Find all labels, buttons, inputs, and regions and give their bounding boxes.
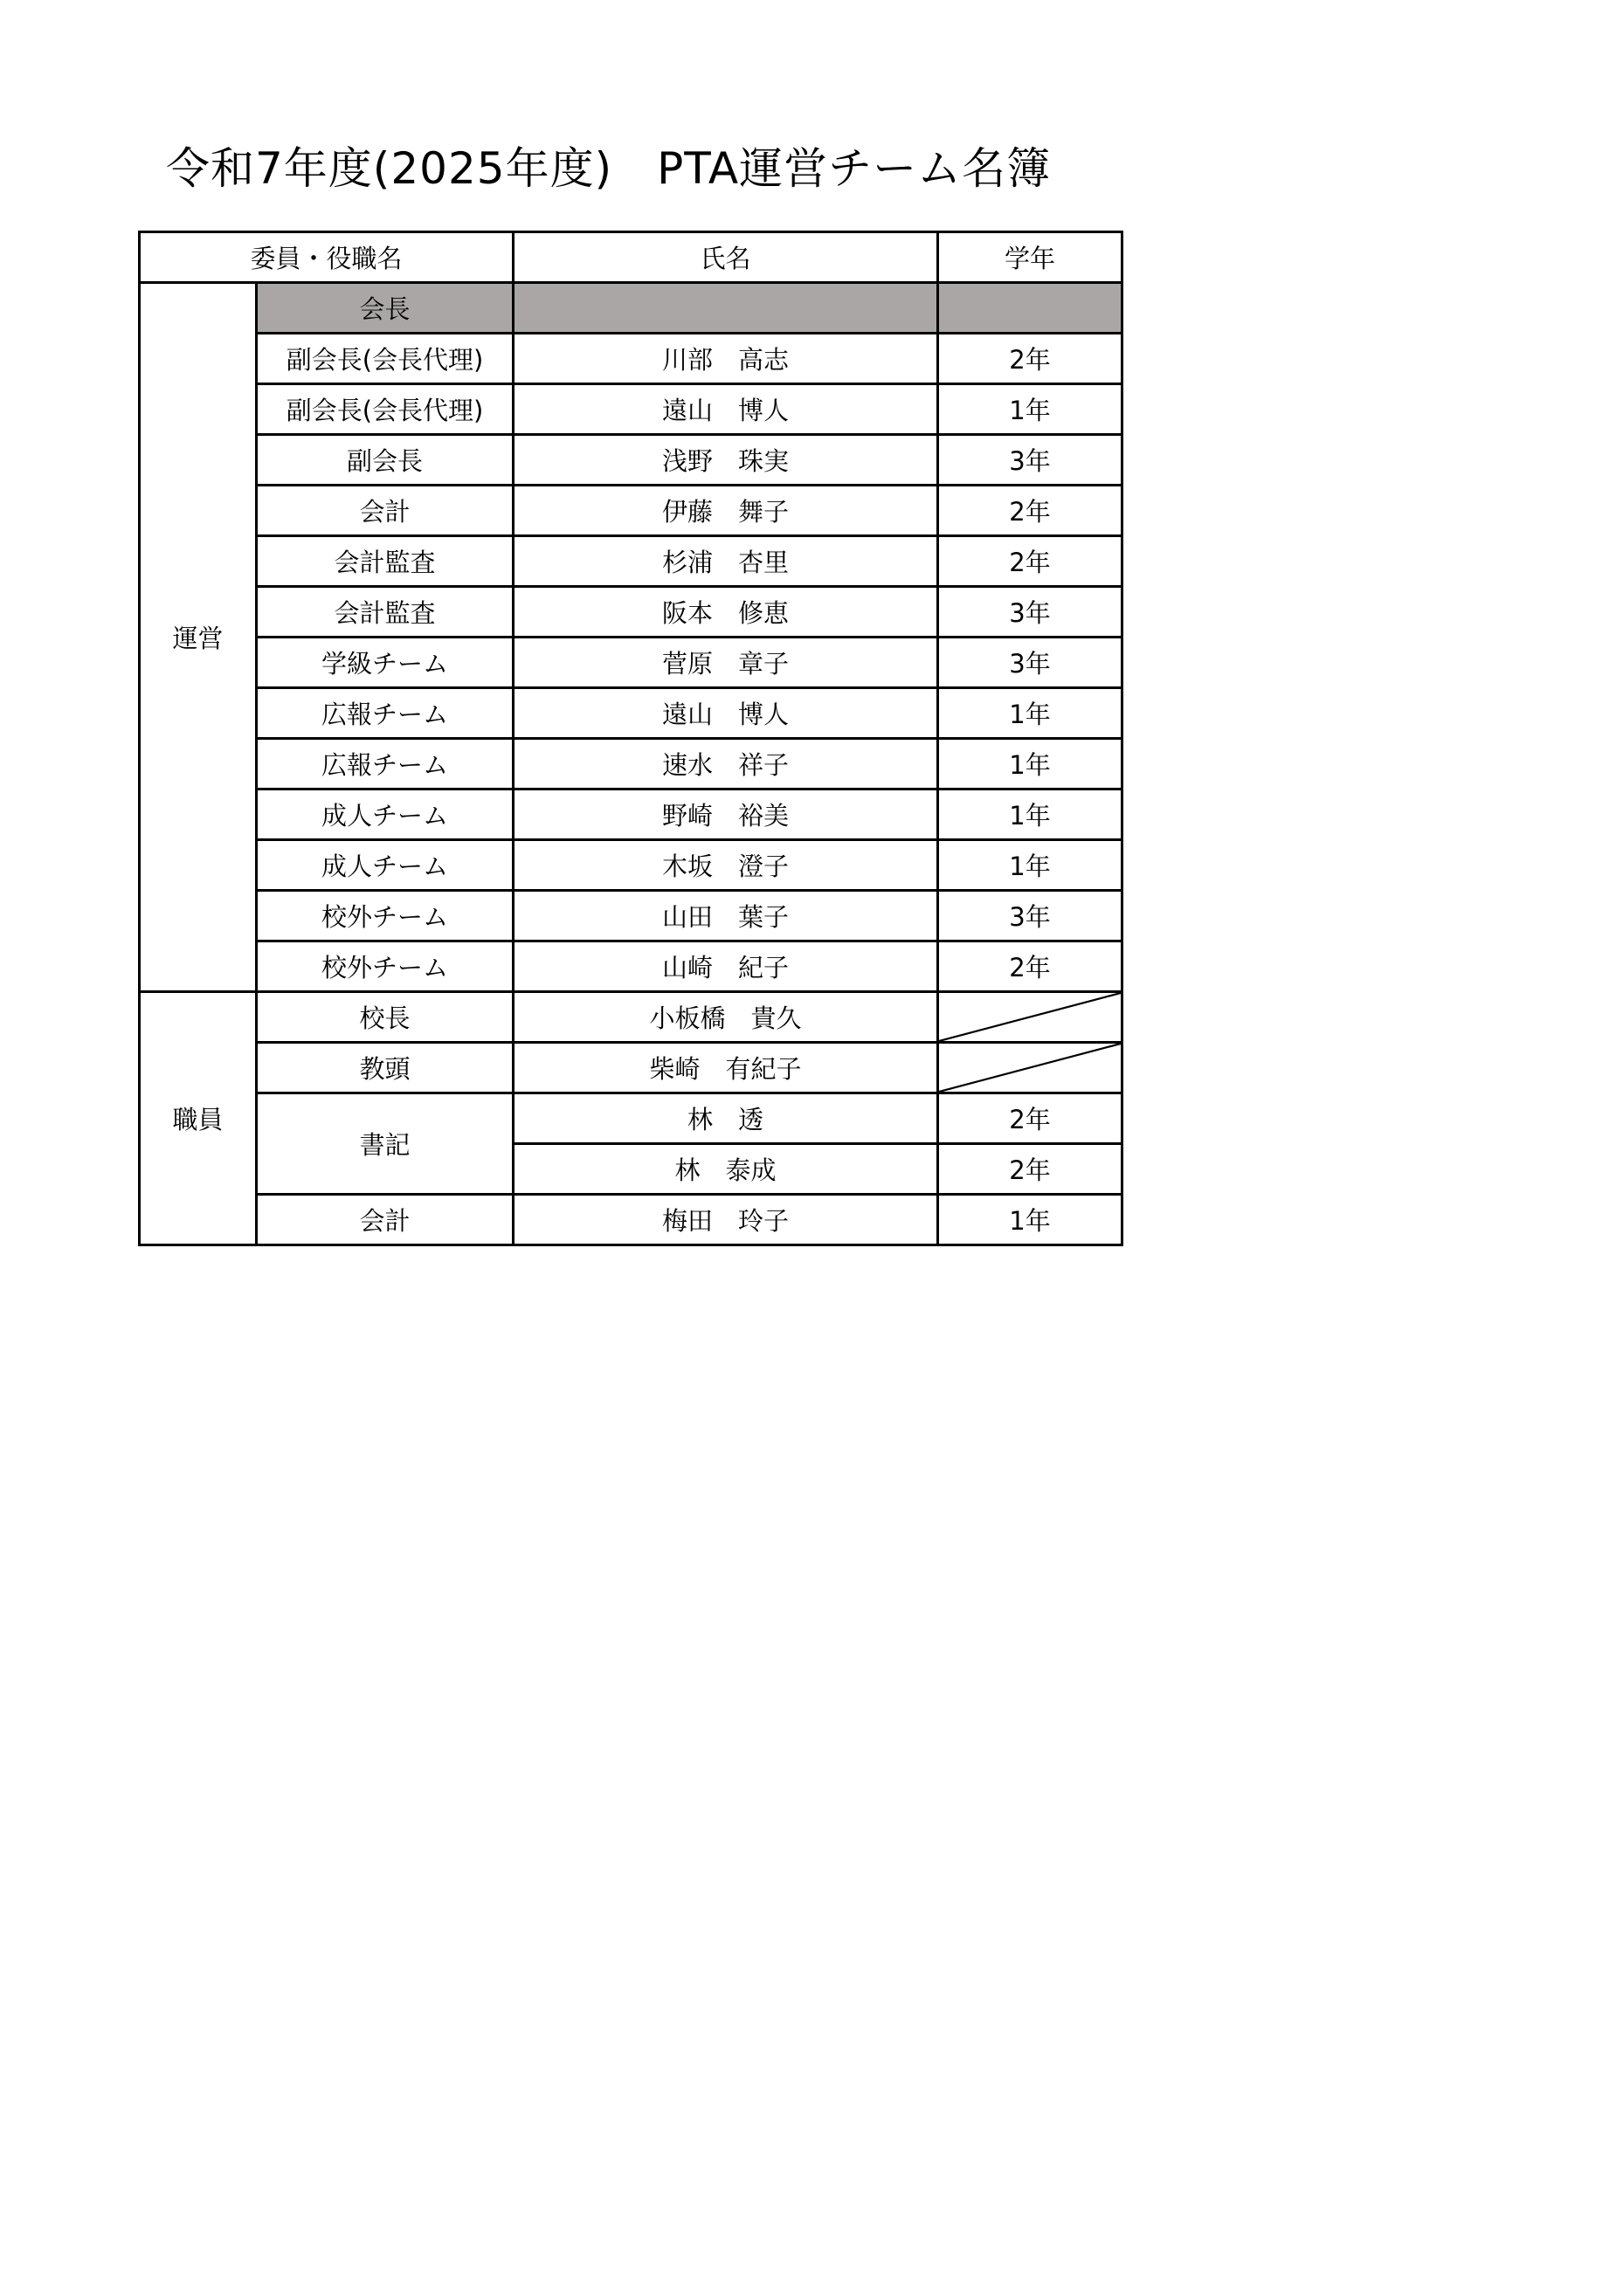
name-cell: 阪本 修恵 <box>514 587 938 638</box>
name-cell: 遠山 博人 <box>514 688 938 739</box>
name-cell: 速水 祥子 <box>514 739 938 789</box>
group-label-unei: 運営 <box>140 283 257 992</box>
table-row <box>140 334 1122 384</box>
name-cell: 山崎 紀子 <box>514 941 938 992</box>
diagonal-slash <box>939 993 1121 1041</box>
name-cell: 菅原 章子 <box>514 638 938 688</box>
name-cell: 林 泰成 <box>514 1144 938 1195</box>
grade-cell <box>938 283 1122 334</box>
name-cell: 梅田 玲子 <box>514 1195 938 1245</box>
grade-cell: 1年 <box>938 739 1122 789</box>
grade-cell: 2年 <box>938 334 1122 384</box>
table-row <box>140 688 1122 739</box>
table-header-row <box>140 232 1122 283</box>
grade-cell: 3年 <box>938 891 1122 941</box>
table-row <box>140 789 1122 840</box>
grade-cell-blank <box>938 992 1122 1043</box>
role-cell: 会長 <box>257 283 514 334</box>
grade-cell-blank <box>938 1043 1122 1093</box>
group-label-shokuin: 職員 <box>140 992 257 1245</box>
page-title: 令和7年度(2025年度) PTA運営チーム名簿 <box>166 143 1052 194</box>
role-cell: 広報チーム <box>257 688 514 739</box>
table-row <box>140 587 1122 638</box>
name-cell <box>514 283 938 334</box>
table-row <box>140 435 1122 486</box>
roster-table <box>138 231 1123 1246</box>
name-cell: 川部 高志 <box>514 334 938 384</box>
table-row <box>140 992 1122 1043</box>
grade-cell: 1年 <box>938 384 1122 435</box>
header-name: 氏名 <box>514 232 938 283</box>
grade-cell: 2年 <box>938 941 1122 992</box>
role-cell: 会計監査 <box>257 587 514 638</box>
name-cell: 山田 葉子 <box>514 891 938 941</box>
grade-cell: 1年 <box>938 1195 1122 1245</box>
table-row <box>140 739 1122 789</box>
grade-cell: 2年 <box>938 486 1122 536</box>
grade-cell: 2年 <box>938 536 1122 587</box>
table-row <box>140 1093 1122 1144</box>
table-row <box>140 486 1122 536</box>
grade-cell: 1年 <box>938 789 1122 840</box>
role-cell: 広報チーム <box>257 739 514 789</box>
role-cell: 会計 <box>257 1195 514 1245</box>
grade-cell: 3年 <box>938 638 1122 688</box>
grade-cell: 3年 <box>938 587 1122 638</box>
role-cell: 会計 <box>257 486 514 536</box>
table-row <box>140 941 1122 992</box>
name-cell: 杉浦 杏里 <box>514 536 938 587</box>
name-cell: 浅野 珠実 <box>514 435 938 486</box>
role-cell: 学級チーム <box>257 638 514 688</box>
table-row <box>140 1043 1122 1093</box>
role-cell: 成人チーム <box>257 789 514 840</box>
table-row <box>140 1195 1122 1245</box>
role-cell: 成人チーム <box>257 840 514 891</box>
role-cell: 校長 <box>257 992 514 1043</box>
table-row <box>140 536 1122 587</box>
role-cell: 書記 <box>257 1093 514 1195</box>
grade-cell: 1年 <box>938 688 1122 739</box>
role-cell: 会計監査 <box>257 536 514 587</box>
table-row <box>140 283 1122 334</box>
role-cell: 校外チーム <box>257 941 514 992</box>
role-cell: 副会長(会長代理) <box>257 334 514 384</box>
name-cell: 柴崎 有紀子 <box>514 1043 938 1093</box>
name-cell: 遠山 博人 <box>514 384 938 435</box>
table-row <box>140 638 1122 688</box>
grade-cell: 2年 <box>938 1144 1122 1195</box>
role-cell: 副会長 <box>257 435 514 486</box>
grade-cell: 3年 <box>938 435 1122 486</box>
header-role: 委員・役職名 <box>140 232 514 283</box>
table-row <box>140 891 1122 941</box>
role-cell: 校外チーム <box>257 891 514 941</box>
table-row <box>140 840 1122 891</box>
name-cell: 木坂 澄子 <box>514 840 938 891</box>
name-cell: 野崎 裕美 <box>514 789 938 840</box>
name-cell: 小板橋 貴久 <box>514 992 938 1043</box>
name-cell: 林 透 <box>514 1093 938 1144</box>
table-row <box>140 384 1122 435</box>
grade-cell: 2年 <box>938 1093 1122 1144</box>
header-grade: 学年 <box>938 232 1122 283</box>
name-cell: 伊藤 舞子 <box>514 486 938 536</box>
grade-cell: 1年 <box>938 840 1122 891</box>
role-cell: 副会長(会長代理) <box>257 384 514 435</box>
role-cell: 教頭 <box>257 1043 514 1093</box>
diagonal-slash <box>939 1044 1121 1092</box>
